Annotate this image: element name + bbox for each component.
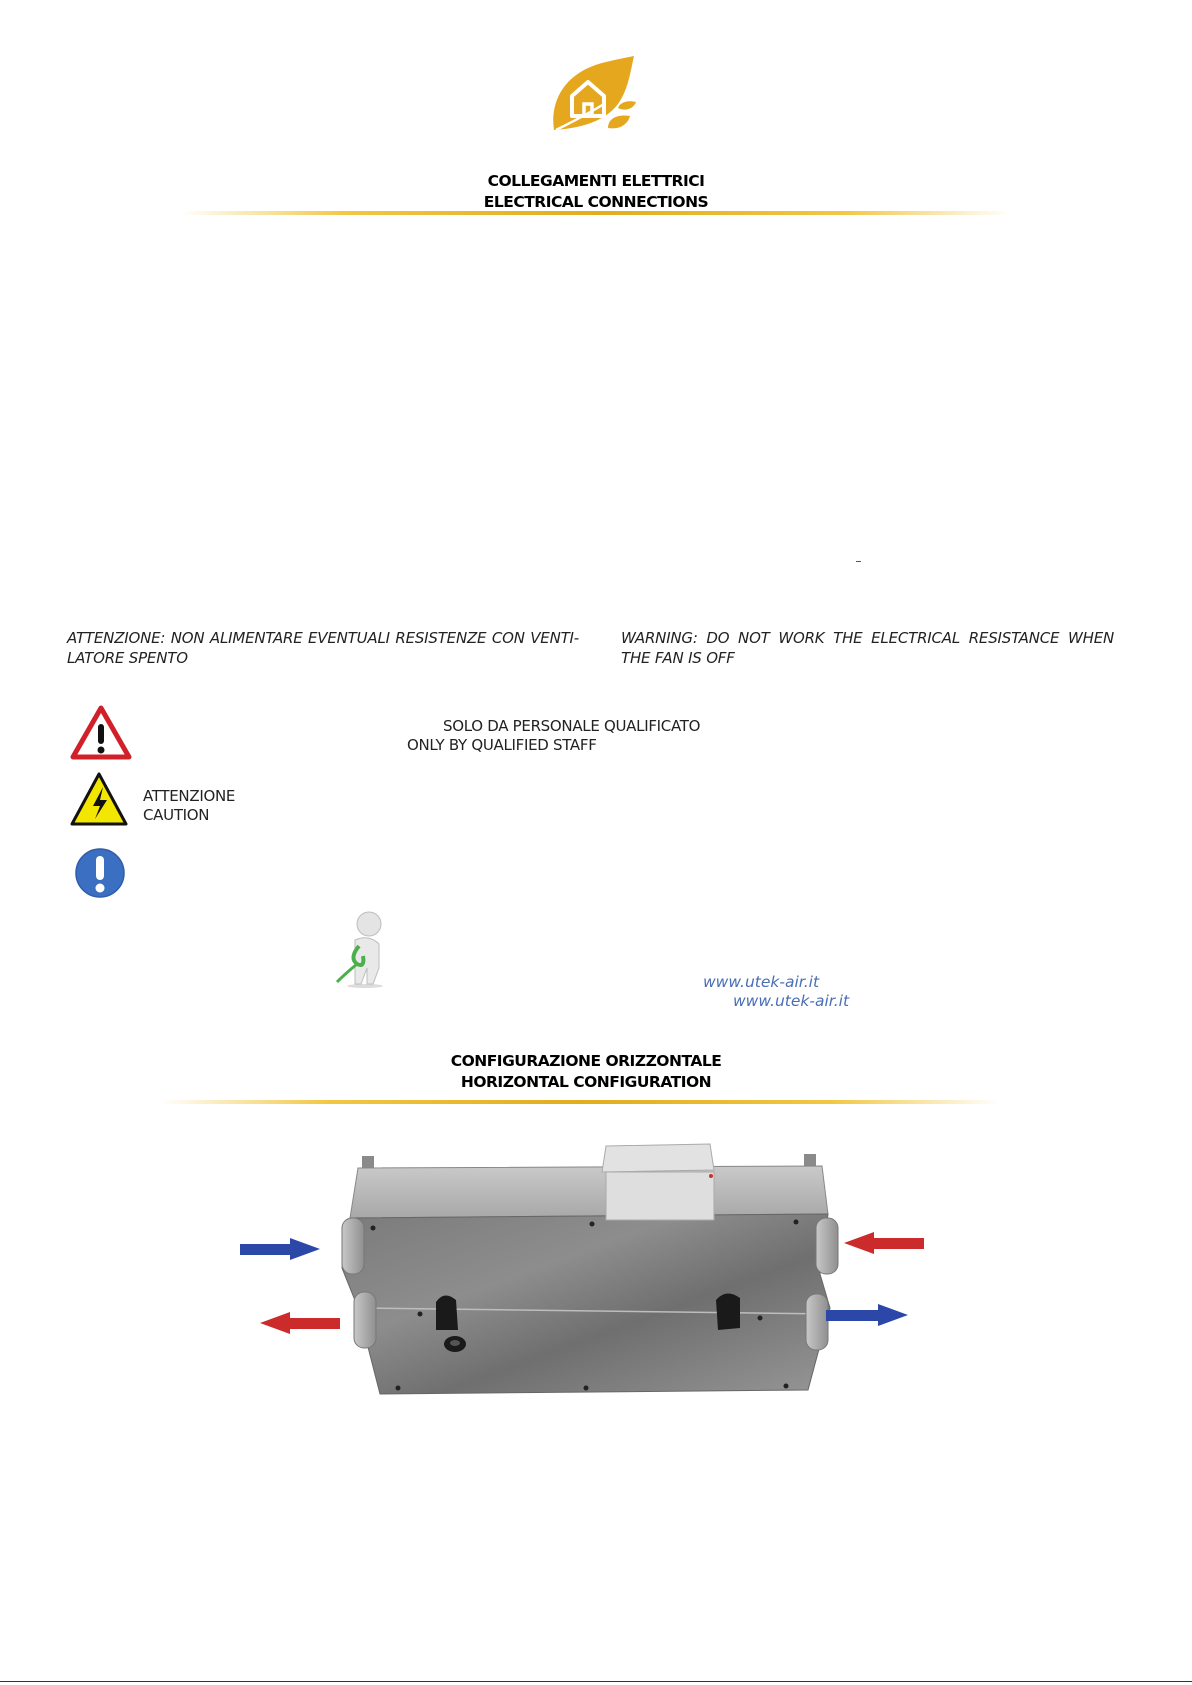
- qualified-staff-it: SOLO DA PERSONALE QUALIFICATO: [443, 717, 701, 735]
- heat-recovery-unit-illustration: [230, 1138, 930, 1400]
- section-title-it: COLLEGAMENTI ELETTRICI: [487, 172, 705, 190]
- section2-title-it: CONFIGURAZIONE ORIZZONTALE: [450, 1052, 722, 1070]
- figure-with-cable-icon: [335, 910, 391, 988]
- divider-line-2: [160, 1100, 1000, 1104]
- mandatory-info-icon: [74, 847, 126, 899]
- divider-line: [180, 211, 1010, 215]
- section-title-horizontal: [0, 1051, 1172, 1093]
- caution-en: CAUTION: [143, 806, 210, 824]
- stray-mark: [856, 561, 861, 562]
- section-title-en: ELECTRICAL CONNECTIONS: [483, 193, 709, 211]
- warning-triangle-icon: [70, 705, 132, 761]
- footer-rule: [0, 1681, 1192, 1682]
- website-link-2[interactable]: www.utek-air.it: [733, 992, 850, 1010]
- inlet-arrow-right-red: [844, 1232, 924, 1254]
- section2-title-en: HORIZONTAL CONFIGURATION: [460, 1073, 712, 1091]
- leaf-house-logo: [548, 56, 640, 134]
- outlet-arrow-right-blue: [826, 1304, 908, 1326]
- website-link-1[interactable]: www.utek-air.it: [703, 973, 820, 991]
- qualified-staff-en: ONLY BY QUALIFIED STAFF: [407, 736, 597, 754]
- inlet-arrow-left-blue: [240, 1238, 320, 1260]
- warning-it: ATTENZIONE: NON ALIMENTARE EVENTUALI RESISTENZE CON VENTI-LATORE SPENTO: [67, 629, 579, 667]
- section-title-electrical: [0, 171, 1192, 213]
- caution-it: ATTENZIONE: [143, 787, 236, 805]
- warning-en: WARNING: DO NOT WORK THE ELECTRICAL RESISTANCE WHEN THE FAN IS OFF: [621, 629, 1114, 667]
- outlet-arrow-left-red: [260, 1312, 340, 1334]
- electrical-hazard-icon: [70, 771, 128, 827]
